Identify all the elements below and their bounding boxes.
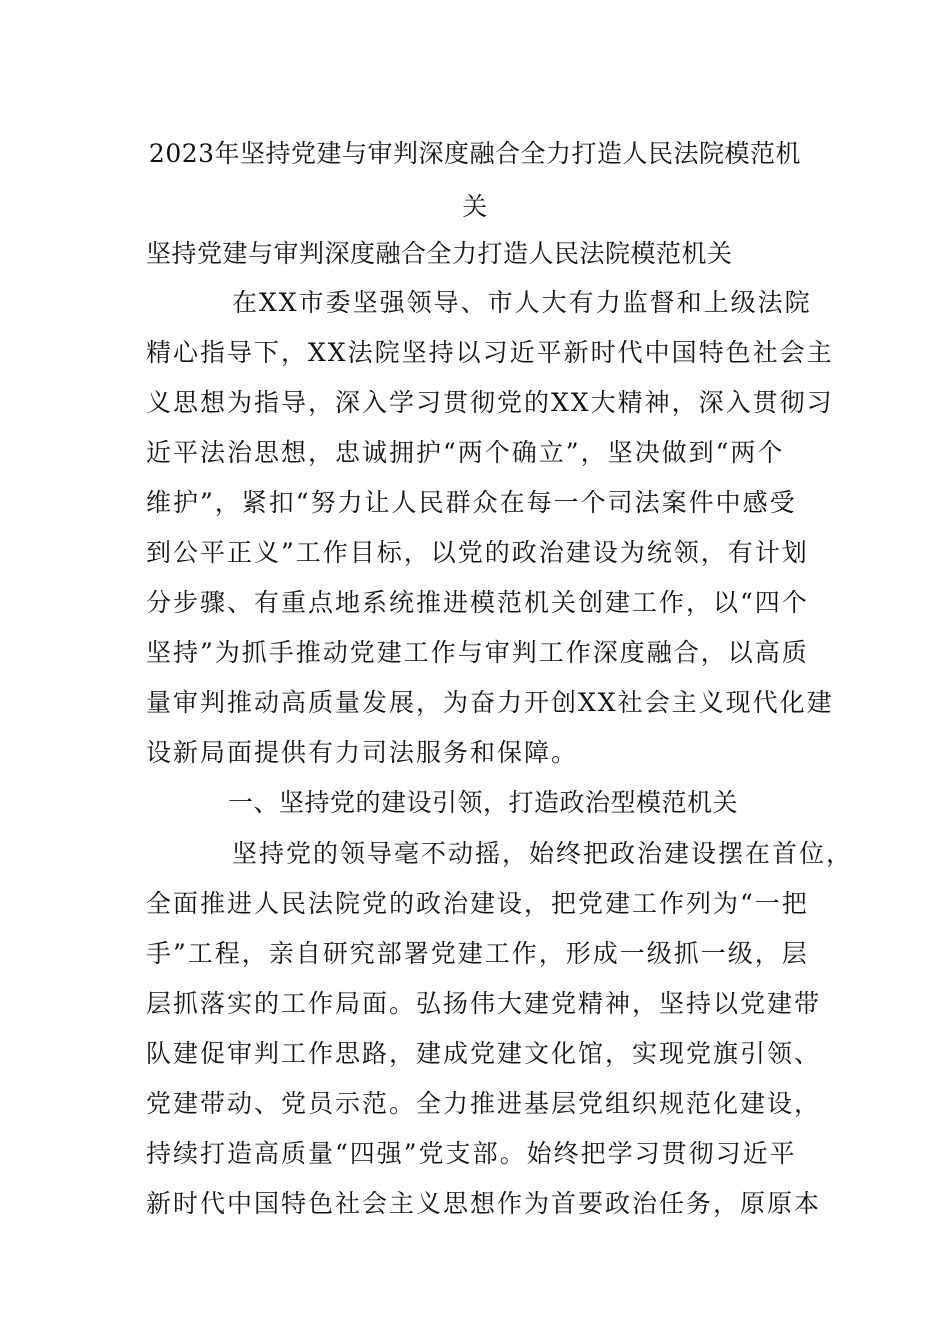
document-title-line-1: 2023年坚持党建与审判深度融合全力打造人民法院模范机: [148, 139, 802, 168]
paragraph-2-line: 层抓落实的工作局面。弘扬伟大建党精神，坚持以党建带: [146, 989, 822, 1018]
paragraph-2-line: 持续打造高质量“四强”党支部。始终把学习贯彻习近平: [146, 1139, 797, 1168]
paragraph-1-line: 分步骤、有重点地系统推进模范机关创建工作，以“四个: [146, 588, 809, 617]
paragraph-2-line: 队建促审判工作思路，建成党建文化馆，实现党旗引领、: [146, 1039, 822, 1068]
paragraph-2-line: 新时代中国特色社会主义思想作为首要政治任务，原原本: [146, 1189, 822, 1218]
paragraph-1-line: 设新局面提供有力司法服务和保障。: [146, 738, 579, 767]
paragraph-1-line: 量审判推动高质量发展，为奋力开创XX社会主义现代化建: [146, 688, 834, 717]
paragraph-1-line: 在XX市委坚强领导、市人大有力监督和上级法院: [232, 288, 812, 317]
paragraph-2-line: 手”工程，亲自研究部署党建工作，形成一级抓一级，层: [146, 939, 809, 968]
paragraph-1-line: 维护”，紧扣“努力让人民群众在每一个司法案件中感受: [146, 488, 797, 517]
section-1-heading: 一、坚持党的建设引领，打造政治型模范机关: [228, 788, 739, 817]
paragraph-2-line: 坚持党的领导毫不动摇，始终把政治建设摆在首位，: [232, 839, 854, 868]
document-title-line-2: 关: [462, 192, 488, 221]
paragraph-1-line: 坚持”为抓手推动党建工作与审判工作深度融合，以高质: [146, 638, 809, 667]
paragraph-1-line: 近平法治思想，忠诚拥护“两个确立”，坚决做到“两个: [146, 438, 785, 467]
document-subtitle: 坚持党建与审判深度融合全力打造人民法院模范机关: [146, 239, 733, 268]
paragraph-1-line: 义思想为指导，深入学习贯彻党的XX大精神，深入贯彻习: [146, 388, 834, 417]
paragraph-2-line: 党建带动、党员示范。全力推进基层党组织规范化建设，: [146, 1089, 822, 1118]
paragraph-2-line: 全面推进人民法院党的政治建设，把党建工作列为“一把: [146, 889, 809, 918]
paragraph-1-line: 精心指导下，XX法院坚持以习近平新时代中国特色社会主: [146, 338, 834, 367]
paragraph-1-line: 到公平正义”工作目标，以党的政治建设为统领，有计划: [146, 538, 809, 567]
